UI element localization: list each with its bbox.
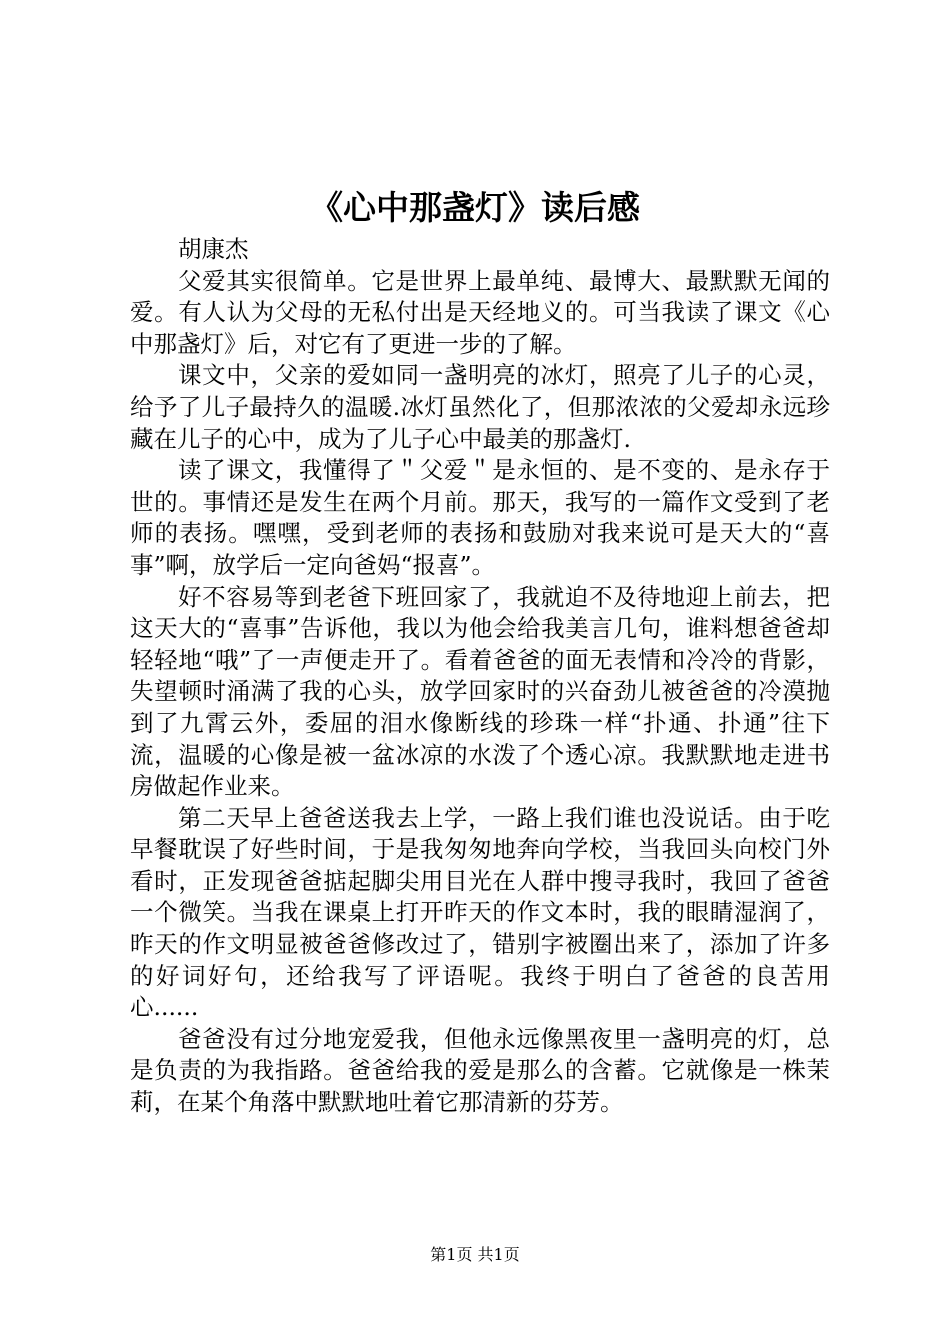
paragraph-1: 父爱其实很简单。它是世界上最单纯、最博大、最默默无闻的爱。有人认为父母的无私付出是天经地义的。可当我读了课文《心中那盏灯》后，对它有了更进一步的了解。 bbox=[130, 266, 830, 358]
document-title: 《心中那盏灯》读后感 bbox=[310, 188, 640, 227]
author-name: 胡康杰 bbox=[178, 235, 249, 263]
paragraph-2: 课文中，父亲的爱如同一盏明亮的冰灯，照亮了儿子的心灵，给予了儿子最持久的温暖.冰灯虽然化了，但那浓浓的父爱却永远珍藏在儿子的心中，成为了儿子心中最美的那盏灯. bbox=[130, 361, 830, 453]
paragraph-4: 好不容易等到老爸下班回家了，我就迫不及待地迎上前去，把这天大的“喜事”告诉他，我以为他会给我美言几句，谁料想爸爸却轻轻地“哦”了一声便走开了。看着爸爸的面无表情和冷冷的背影，失望顿时涌满了我的心头，放学回家时的兴奋劲儿被爸爸的冷漠抛到了九霄云外，委屈的泪水像断线的珍珠一样“扑通、扑通”往下流，温暖的心像是被一盆冰凉的水泼了个透心凉。我默默地走进书房做起作业来。 bbox=[130, 582, 830, 801]
paragraph-5: 第二天早上爸爸送我去上学，一路上我们谁也没说话。由于吃早餐耽误了好些时间，于是我匆匆地奔向学校，当我回头向校门外看时，正发现爸爸掂起脚尖用目光在人群中搜寻我时，我回了爸爸一个微笑。当我在课桌上打开昨天的作文本时，我的眼睛湿润了，昨天的作文明显被爸爸修改过了，错别字被圈出来了，添加了许多的好词好句，还给我写了评语呢。我终于明白了爸爸的良苦用心...... bbox=[130, 803, 830, 1022]
paragraph-3: 读了课文，我懂得了＂父爱＂是永恒的、是不变的、是永存于世的。事情还是发生在两个月前。那天，我写的一篇作文受到了老师的表扬。嘿嘿，受到老师的表扬和鼓励对我来说可是天大的“喜事”啊，放学后一定向爸妈“报喜”。 bbox=[130, 456, 830, 579]
document-body bbox=[130, 234, 830, 1119]
paragraph-6: 爸爸没有过分地宠爱我，但他永远像黑夜里一盏明亮的灯，总是负责的为我指路。爸爸给我的爱是那么的含蓄。它就像是一株茉莉，在某个角落中默默地吐着它那清新的芬芳。 bbox=[130, 1024, 830, 1117]
page-footer: 第1页 共1页 bbox=[430, 1245, 520, 1264]
